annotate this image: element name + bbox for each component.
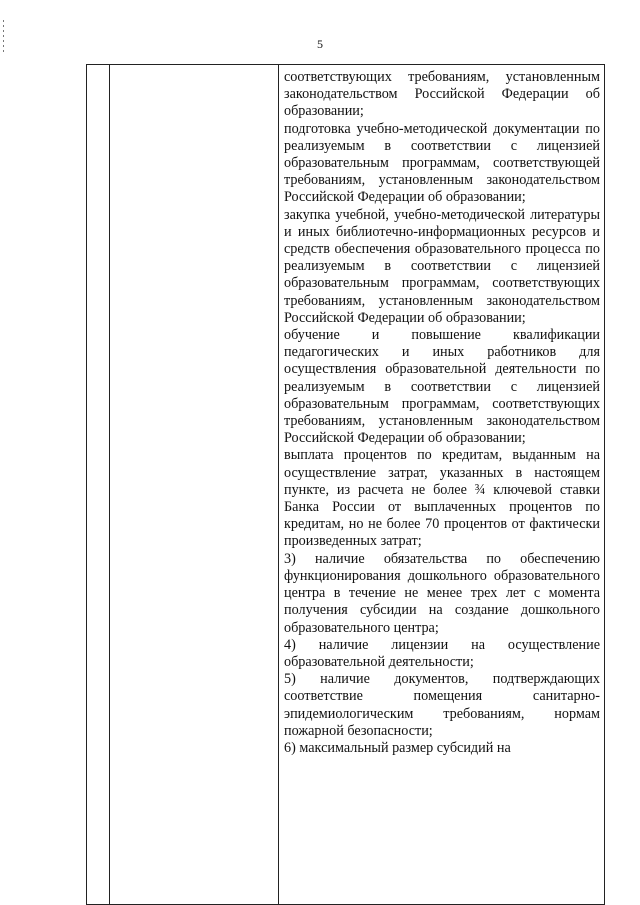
paragraph-1: соответствующих требованиям, установленным законодательством Российской Федерации об образовании; bbox=[284, 69, 600, 120]
table-row bbox=[87, 65, 605, 905]
paragraph-4: обучение и повышение квалификации педагогических и иных работников для осуществления образовательной деятельности по реализуемым в соответствии с лицензией образовательным программам, соответствующих требованиям, установленным законодательством Российской Федерации об образовании; bbox=[284, 327, 600, 447]
content-cell bbox=[279, 65, 605, 905]
scan-edge-marks bbox=[2, 20, 5, 60]
document-table bbox=[86, 64, 605, 905]
subject-cell bbox=[110, 65, 279, 905]
paragraph-5: выплата процентов по кредитам, выданным на осуществление затрат, указанных в настоящем пункте, из расчета не более ¾ ключевой ставки Банка России от выплаченных процентов по кредитам, но не более 70 процентов от фактически произведенных затрат; bbox=[284, 447, 600, 550]
paragraph-2: подготовка учебно-методической документации по реализуемым в соответствии с лицензией образовательным программам, соответствующей требованиям, установленным законодательством Российской Федерации об образовании; bbox=[284, 120, 600, 206]
paragraph-8: 5) наличие документов, подтверждающих соответствие помещения санитарно-эпидемиологическим требованиям, нормам пожарной безопасности; bbox=[284, 671, 600, 739]
paragraph-7: 4) наличие лицензии на осуществление образовательной деятельности; bbox=[284, 636, 600, 670]
page-number: 5 bbox=[317, 37, 323, 51]
paragraph-6: 3) наличие обязательства по обеспечению функционирования дошкольного образовательного центра в течение не менее трех лет с момента получения субсидии на создание дошкольного образовательного центра; bbox=[284, 550, 600, 636]
paragraph-3: закупка учебной, учебно-методической литературы и иных библиотечно-информационных ресурсов и средств обеспечения образовательного процесса по реализуемым в соответствии с лицензией образовательным программам, соответствующих требованиям, установленным законодательством Российской Федерации об образовании; bbox=[284, 206, 600, 326]
paragraph-9: 6) максимальный размер субсидий на bbox=[284, 739, 511, 756]
number-cell bbox=[87, 65, 110, 905]
